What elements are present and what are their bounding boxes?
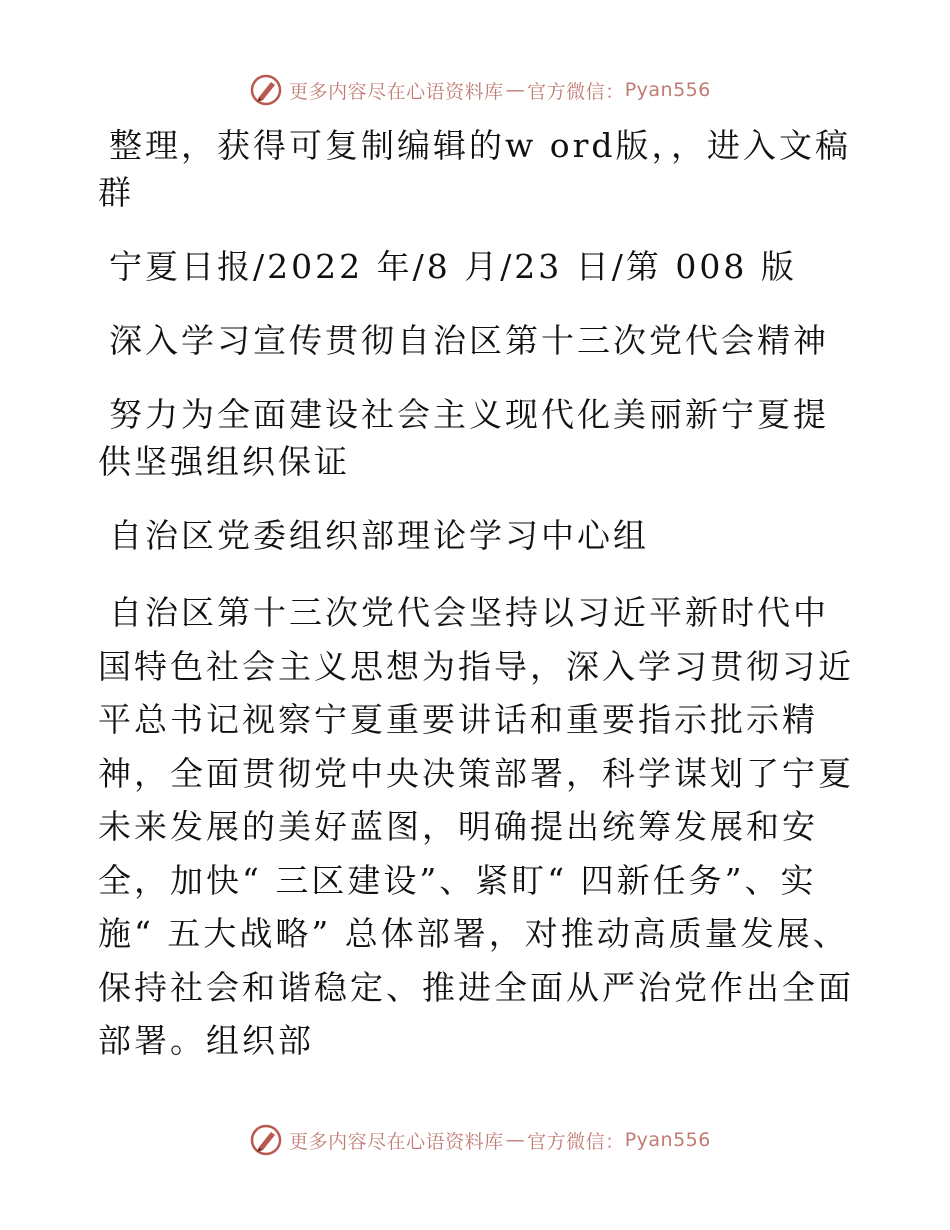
header-watermark	[0, 72, 950, 108]
watermark-wechat-label: 官方微信：	[527, 1130, 625, 1153]
watermark-text: 更多内容尽在心语资料库	[289, 80, 504, 103]
author-line: 自治区党委组织部理论学习中心组	[109, 516, 649, 555]
body-paragraph: 自治区第十三次党代会坚持以习近平新时代中国特色社会主义思想为指导，深入学习贯彻习近平总书记视察宁夏重要讲话和重要指示批示精神，全面贯彻党中央决策部署，科学谋划了宁夏未来发展的美好蓝图，明确提出统筹发展和安全，加快“ 三区建设”、紧盯“ 四新任务”、实施“ 五大战略” 总体部署，对推动高质量发展、保持社会和谐稳定、推进全面从严治党作出全面部署。组织部	[98, 593, 854, 1060]
watermark-text: 更多内容尽在心语资料库	[289, 1130, 504, 1153]
watermark-wechat-id: Pyan556	[624, 1129, 711, 1151]
watermark-dash: —	[505, 1129, 526, 1151]
watermark-wechat-label: 官方微信：	[527, 80, 625, 103]
footer-watermark	[0, 1122, 950, 1158]
document-body	[98, 122, 858, 1068]
title-line-1: 深入学习宣传贯彻自治区第十三次党代会精神	[109, 321, 829, 360]
watermark-dash: —	[505, 79, 526, 101]
title-line-2: 努力为全面建设社会主义现代化美丽新宁夏提供坚强组织保证	[98, 395, 829, 481]
pen-logo-icon	[249, 73, 283, 107]
pen-logo-icon	[249, 1123, 283, 1157]
intro-line: 整理，获得可复制编辑的w ord版，，进入文稿群	[98, 126, 852, 212]
watermark-wechat-id: Pyan556	[624, 79, 711, 101]
source-line: 宁夏日报/2022 年/8 月/23 日/第 008 版	[109, 247, 797, 286]
